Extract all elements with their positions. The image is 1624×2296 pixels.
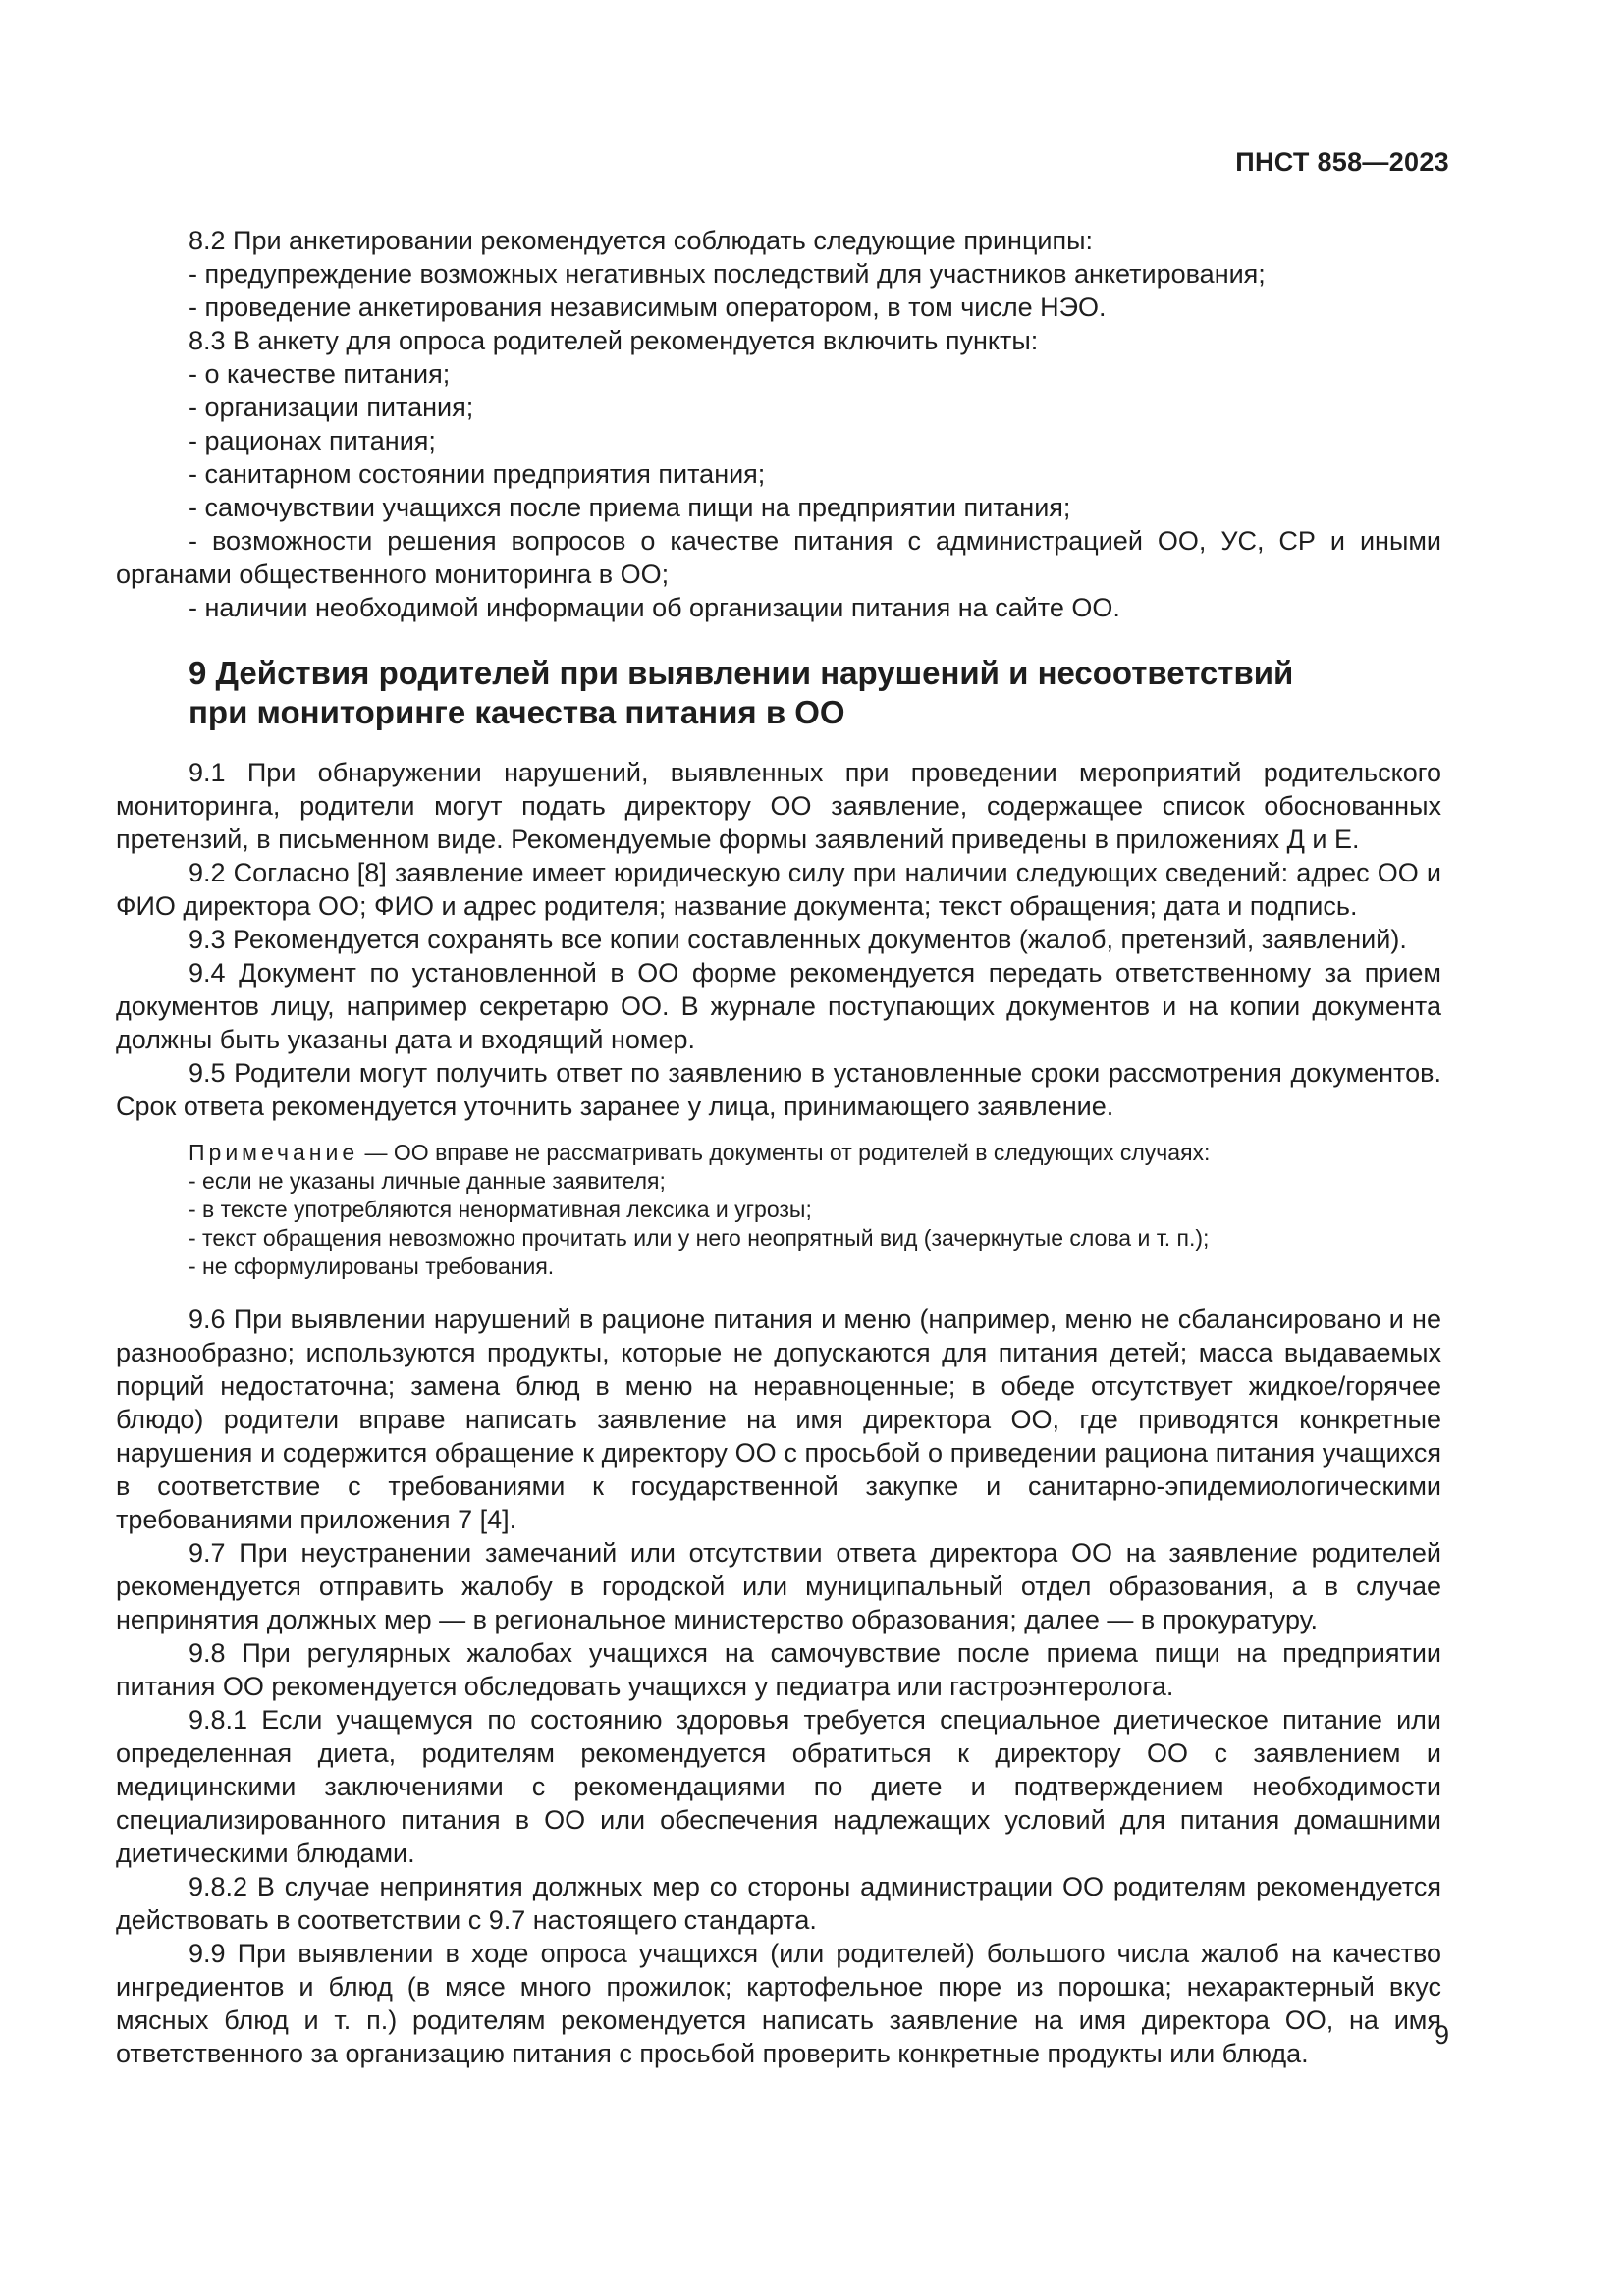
list-item: - наличии необходимой информации об организации питания на сайте ОО. [189, 593, 1120, 622]
document-code: ПНСТ 858—2023 [1235, 147, 1449, 177]
page-content [116, 224, 1441, 2070]
paragraph-9-8-1: 9.8.1 Если учащемуся по состоянию здоровья требуется специальное диетическое питание или определенная диета, родителям рекомендуется обратиться к директору ОО с заявлением и медицинскими заключениями с рекомендациями по диете и подтверждением необходимости специализированного питания в ОО или обеспечения надлежащих условий для питания домашними диетическими блюдами. [116, 1705, 1441, 1868]
paragraph-9-1: 9.1 При обнаружении нарушений, выявленных при проведении мероприятий родительского мониторинга, родители могут подать директору ОО заявление, содержащее список обоснованных претензий, в письменном виде. Рекомендуемые формы заявлений приведены в приложениях Д и Е. [116, 758, 1441, 854]
paragraph-9-3: 9.3 Рекомендуется сохранять все копии составленных документов (жалоб, претензий, заявлений). [189, 925, 1407, 954]
section-9-heading-line1: 9 Действия родителей при выявлении нарушений и несоответствий [189, 655, 1294, 691]
note-intro [116, 1139, 1441, 1167]
note-item: - в тексте употребляются ненормативная лексика и угрозы; [189, 1197, 812, 1222]
paragraph-9-4: 9.4 Документ по установленной в ОО форме рекомендуется передать ответственному за прием документов лицу, например секретарю ОО. В журнале поступающих документов и на копии документа должны быть указаны дата и входящий номер. [116, 958, 1441, 1054]
paragraph-9-6: 9.6 При выявлении нарушений в рационе питания и меню (например, меню не сбалансировано и не разнообразно; используются продукты, которые не допускаются для питания детей; масса выдаваемых порций недостаточна; замена блюд в меню на неравноценные; в обеде отсутствует жидкое/горячее блюдо) родители вправе написать заявление на имя директора ОО, где приводятся конкретные нарушения и содержится обращение к директору ОО с просьбой о приведении рациона питания учащихся в соответствие с требованиями к государственной закупке и санитарно-эпидемиологическими требованиями приложения 7 [4]. [116, 1305, 1441, 1534]
note-block [116, 1139, 1441, 1281]
note-item: - не сформулированы требования. [189, 1254, 555, 1279]
list-item: - самочувствии учащихся после приема пищи на предприятии питания; [189, 493, 1071, 522]
note-item: - текст обращения невозможно прочитать или у него неопрятный вид (зачеркнутые слова и т. п.); [189, 1225, 1210, 1251]
note-text: — ОО вправе не рассматривать документы от родителей в следующих случаях: [358, 1140, 1211, 1165]
list-item: - проведение анкетирования независимым оператором, в том числе НЭО. [189, 293, 1107, 322]
list-item: - предупреждение возможных негативных последствий для участников анкетирования; [189, 259, 1266, 289]
list-item: - рационах питания; [189, 426, 436, 455]
paragraph-8-2: 8.2 При анкетировании рекомендуется соблюдать следующие принципы: [189, 226, 1094, 255]
note-label: Примечание [189, 1140, 359, 1165]
list-item: - о качестве питания; [189, 359, 451, 389]
paragraph-9-2: 9.2 Согласно [8] заявление имеет юридическую силу при наличии следующих сведений: адрес ОО и ФИО директора ОО; ФИО и адрес родителя; название документа; текст обращения; дата и подпись. [116, 858, 1441, 921]
list-item: - организации питания; [189, 393, 474, 422]
section-9-heading [189, 654, 1441, 732]
paragraph-9-8: 9.8 При регулярных жалобах учащихся на самочувствие после приема пищи на предприятии питания ОО рекомендуется обследовать учащихся у педиатра или гастроэнтеролога. [116, 1638, 1441, 1701]
section-9-heading-line2: при мониторинге качества питания в ОО [189, 694, 845, 730]
paragraph-9-9: 9.9 При выявлении в ходе опроса учащихся (или родителей) большого числа жалоб на качество ингредиентов и блюд (в мясе много прожилок; картофельное пюре из порошка; нехарактерный вкус мясных блюд и т. п.) родителям рекомендуется написать заявление на имя директора ОО, на имя ответственного за организацию питания с просьбой проверить конкретные продукты или блюда. [116, 1939, 1441, 2068]
list-item: - санитарном состоянии предприятия питания; [189, 459, 766, 489]
note-item: - если не указаны личные данные заявителя; [189, 1168, 666, 1194]
paragraph-9-5: 9.5 Родители могут получить ответ по заявлению в установленные сроки рассмотрения документов. Срок ответа рекомендуется уточнить заранее у лица, принимающего заявление. [116, 1058, 1441, 1121]
paragraph-9-7: 9.7 При неустранении замечаний или отсутствии ответа директора ОО на заявление родителей рекомендуется отправить жалобу в городской или муниципальный отдел образования, а в случае непринятия должных мер — в региональное министерство образования; далее — в прокуратуру. [116, 1538, 1441, 1634]
list-item: - возможности решения вопросов о качестве питания с администрацией ОО, УС, СР и иными органами общественного мониторинга в ОО; [116, 526, 1441, 589]
paragraph-8-3: 8.3 В анкету для опроса родителей рекомендуется включить пункты: [189, 326, 1039, 355]
paragraph-9-8-2: 9.8.2 В случае непринятия должных мер со стороны администрации ОО родителям рекомендуется действовать в соответствии с 9.7 настоящего стандарта. [116, 1872, 1441, 1935]
page-number: 9 [1434, 2020, 1449, 2050]
